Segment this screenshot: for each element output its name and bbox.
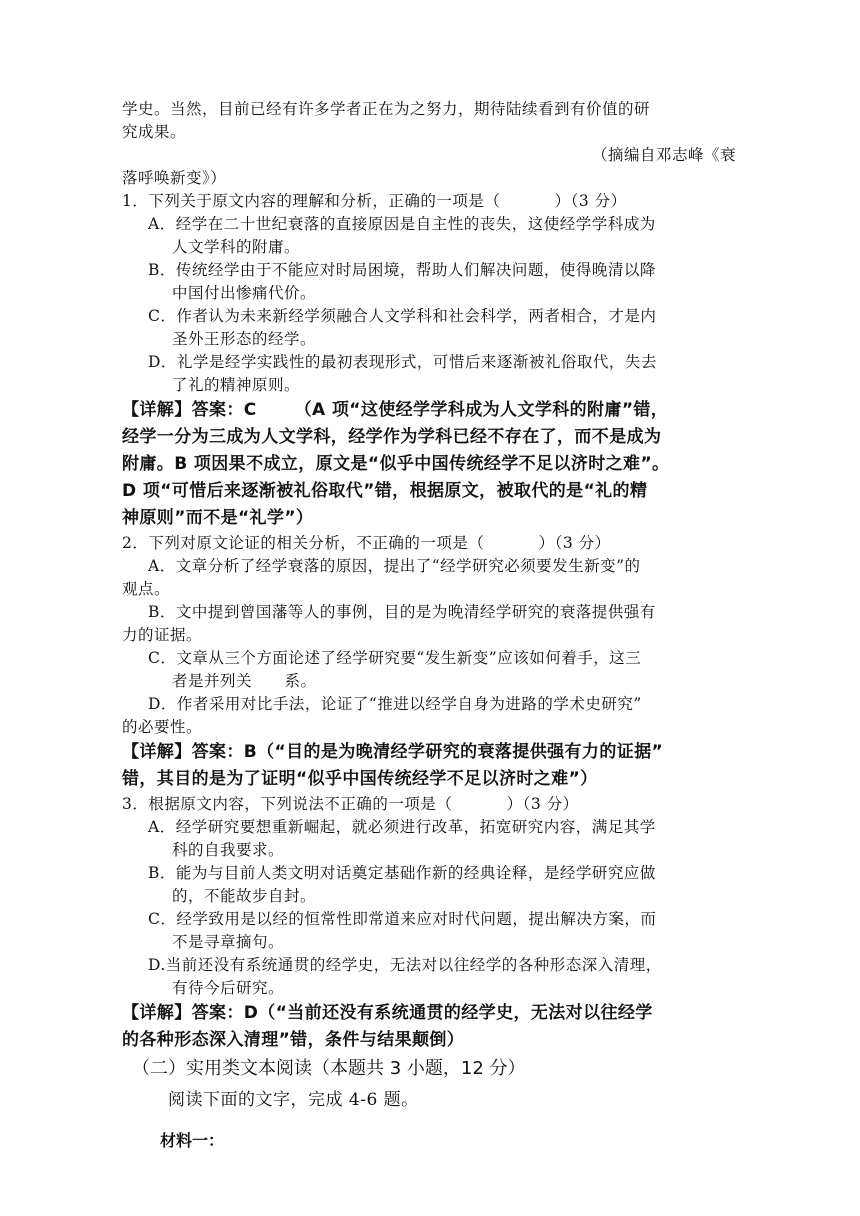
option-d: D．作者采用对比手法，论证了“推进以经学自身为进路的学术史研究” xyxy=(148,695,642,713)
option-d-cont: 有待今后研究。 xyxy=(172,979,285,997)
source-citation: （摘编自邓志峰《衰 xyxy=(591,146,736,164)
answer-line: 【详解】答案：B（“目的是为晚清经学研究的衰落提供强有力的证据” xyxy=(122,742,664,762)
answer-line: 的各种形态深入清理”错，条件与结果颠倒） xyxy=(122,1030,465,1050)
question-2-answer xyxy=(122,739,742,793)
question-3-stem: 3．根据原文内容，下列说法不正确的一项是（ ）（3 分） xyxy=(122,795,579,813)
answer-line: 附庸。B 项因果不成立，原文是“似乎中国传统经学不足以济时之难”。 xyxy=(122,454,670,474)
option-c-cont: 圣外王形态的经学。 xyxy=(172,330,317,348)
section-instruction: 阅读下面的文字，完成 4-6 题。 xyxy=(168,1090,419,1110)
option-c: C．作者认为未来新经学须融合人文学科和社会科学，两者相合，才是内 xyxy=(148,307,657,325)
passage-tail-line: 学史。当然，目前已经有许多学者正在为之努力，期待陆续看到有价值的研 xyxy=(122,100,651,118)
option-b: B．能为与目前人类文明对话奠定基础作新的经典诠释，是经学研究应做 xyxy=(148,864,656,882)
option-a: A．文章分析了经学衰落的原因，提出了“经学研究必须要发生新变”的 xyxy=(148,557,641,575)
option-b-cont: 的，不能故步自封。 xyxy=(172,887,317,905)
option-d: D.当前还没有系统通贯的经学史，无法对以往经学的各种形态深入清理， xyxy=(148,956,662,974)
question-2-options xyxy=(122,555,742,739)
answer-line: 【详解】答案：D（“当前还没有系统通贯的经学史，无法对以往经学 xyxy=(122,1003,653,1023)
option-b-cont: 中国付出惨痛代价。 xyxy=(172,284,317,302)
option-a-cont: 观点。 xyxy=(122,580,171,598)
option-d-cont: 了礼的精神原则。 xyxy=(172,376,301,394)
section-heading: （二）实用类文本阅读（本题共 3 小题，12 分） xyxy=(132,1058,526,1079)
option-b: B．传统经学由于不能应对时局困境，帮助人们解决问题，使得晚清以降 xyxy=(148,261,656,279)
option-b-cont: 力的证据。 xyxy=(122,626,203,644)
option-d: D．礼学是经学实践性的最初表现形式，可惜后来逐渐被礼俗取代，失去 xyxy=(148,353,657,371)
question-2-stem: 2．下列对原文论证的相关分析，不正确的一项是（ ）（3 分） xyxy=(122,534,611,552)
option-a-cont: 科的自我要求。 xyxy=(172,841,285,859)
option-c-cont: 者是并列关 系。 xyxy=(172,672,317,690)
option-a: A．经学在二十世纪衰落的直接原因是自主性的丧失，这使经学学科成为 xyxy=(148,215,656,233)
question-1-stem: 1．下列关于原文内容的理解和分析，正确的一项是（ ）（3 分） xyxy=(122,192,627,210)
document-page xyxy=(122,98,742,1155)
material-label: 材料一： xyxy=(160,1131,225,1150)
answer-line: 经学一分为三成为人文学科，经学作为学科已经不存在了，而不是成为 xyxy=(122,427,662,447)
question-1-answer xyxy=(122,397,742,532)
answer-line: 错，其目的是为了证明“似乎中国传统经学不足以济时之难”） xyxy=(122,769,598,789)
source-citation-cont: 落呼唤新变》） xyxy=(122,169,227,187)
option-a: A．经学研究要想重新崛起，就必须进行改革，拓宽研究内容，满足其学 xyxy=(148,818,656,836)
question-1-options xyxy=(122,213,742,397)
option-c-cont: 不是寻章摘句。 xyxy=(172,933,285,951)
answer-line: 【详解】答案：C （A 项“这使经学学科成为人文学科的附庸”错， xyxy=(122,400,669,420)
passage-tail-line: 究成果。 xyxy=(122,123,187,141)
question-3-options xyxy=(122,816,742,1000)
option-b: B．文中提到曾国藩等人的事例，目的是为晚清经学研究的衰落提供强有 xyxy=(148,603,656,621)
question-3-answer xyxy=(122,1000,742,1054)
option-c: C．经学致用是以经的恒常性即常道来应对时代问题，提出解决方案，而 xyxy=(148,910,657,928)
option-a-cont: 人文学科的附庸。 xyxy=(172,238,301,256)
option-d-cont: 的必要性。 xyxy=(122,718,203,736)
answer-line: D 项“可惜后来逐渐被礼俗取代”错，根据原文，被取代的是“礼的精 xyxy=(122,481,648,501)
option-c: C．文章从三个方面论述了经学研究要“发生新变”应该如何着手，这三 xyxy=(148,649,642,667)
answer-line: 神原则”而不是“礼学”） xyxy=(122,508,314,528)
